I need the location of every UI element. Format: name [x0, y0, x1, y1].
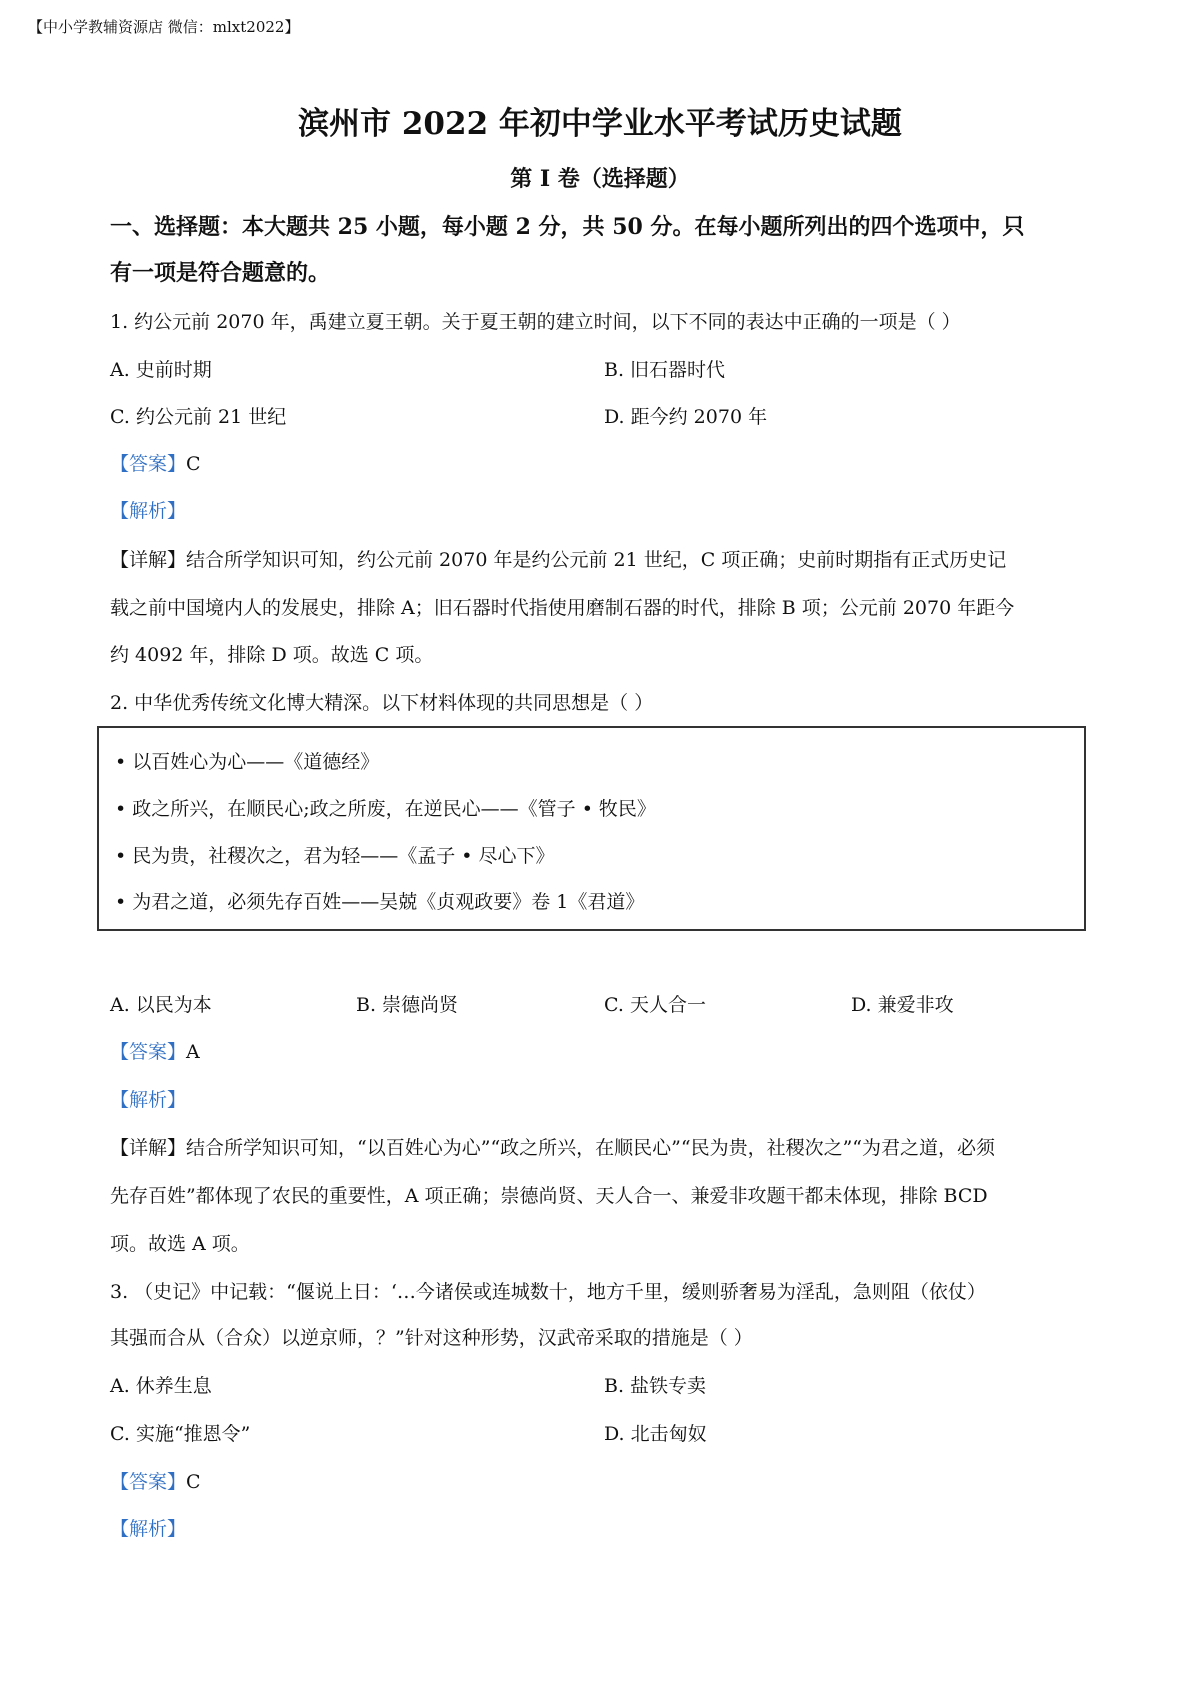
q2-option-c: C. 天人合一: [604, 994, 706, 1016]
q3-option-c: C. 实施“推恩令”: [110, 1423, 251, 1445]
q2-detail-line-3: 项。故选 A 项。: [110, 1233, 250, 1255]
q1-answer-value: C: [186, 453, 201, 475]
q3-answer-value: C: [186, 1471, 201, 1493]
q3-stem-line-2: 其强而合从（合众）以逆京师，？”针对这种形势，汉武帝采取的措施是（ ）: [110, 1327, 753, 1349]
q1-analysis-label: 【解析】: [110, 500, 187, 522]
q1-stem: 1. 约公元前 2070 年，禹建立夏王朝。关于夏王朝的建立时间，以下不同的表达中正确的一项是（ ）: [110, 311, 961, 333]
q2-option-d: D. 兼爱非攻: [851, 994, 954, 1016]
q3-answer: [110, 1469, 201, 1495]
q3-option-b: B. 盐铁专卖: [604, 1375, 707, 1397]
q3-option-d: D. 北击匈奴: [604, 1423, 707, 1445]
q1-option-c: C. 约公元前 21 世纪: [110, 406, 287, 428]
answer-label: 【答案】: [110, 1041, 187, 1063]
page-subtitle: 第 I 卷（选择题）: [510, 166, 690, 192]
q2-material-item: • 为君之道，必须先存百姓——吴兢《贞观政要》卷 1《君道》: [115, 891, 645, 913]
section-heading-line-2: 有一项是符合题意的。: [110, 260, 331, 286]
header-note: 【中小学教辅资源店 微信：mlxt2022】: [28, 18, 300, 36]
q1-option-a: A. 史前时期: [110, 359, 212, 381]
q3-stem-line-1: 3. （史记》中记载：“偃说上日：‘…今诸侯或连城数十，地方千里，缓则骄奢易为淫乱，急则阻（依仗）: [110, 1281, 986, 1303]
q2-material-box: [97, 726, 1086, 931]
detail-label: 【详解】: [110, 1137, 187, 1159]
q1-answer: [110, 451, 201, 477]
answer-label: 【答案】: [110, 1471, 187, 1493]
q3-option-a: A. 休养生息: [110, 1375, 212, 1397]
q1-option-b: B. 旧石器时代: [604, 359, 726, 381]
q2-material-item: • 政之所兴，在顺民心;政之所废，在逆民心——《管子 • 牧民》: [115, 798, 656, 820]
q1-option-d: D. 距今约 2070 年: [604, 406, 768, 428]
q2-material-item: • 民为贵，社稷次之，君为轻——《孟子 • 尽心下》: [115, 845, 555, 867]
section-heading-line-1: 一、选择题：本大题共 25 小题，每小题 2 分，共 50 分。在每小题所列出的四个选项中，只: [110, 214, 1025, 240]
q1-detail-line-3: 约 4092 年，排除 D 项。故选 C 项。: [110, 644, 434, 666]
page-title: 滨州市 2022 年初中学业水平考试历史试题: [298, 106, 902, 142]
q1-detail-text-1: 结合所学知识可知，约公元前 2070 年是约公元前 21 世纪，C 项正确；史前时期指有正式历史记: [186, 549, 1007, 571]
q2-answer: [110, 1039, 200, 1065]
q2-stem: 2. 中华优秀传统文化博大精深。以下材料体现的共同思想是（ ）: [110, 692, 654, 714]
detail-label: 【详解】: [110, 549, 187, 571]
q2-detail-text-1: 结合所学知识可知，“以百姓心为心”“政之所兴，在顺民心”“民为贵，社稷次之”“为君之道，必须: [186, 1137, 996, 1159]
q2-material-item: • 以百姓心为心——《道德经》: [115, 751, 380, 773]
q2-detail-line-1: [110, 1135, 995, 1161]
answer-label: 【答案】: [110, 453, 187, 475]
q2-detail-line-2: 先存百姓”都体现了农民的重要性，A 项正确；崇德尚贤、天人合一、兼爱非攻题干都未体现，排除 BCD: [110, 1185, 988, 1207]
q1-detail-line-1: [110, 547, 1006, 573]
q1-detail-line-2: 载之前中国境内人的发展史，排除 A；旧石器时代指使用磨制石器的时代，排除 B 项；公元前 2070 年距今: [110, 597, 1015, 619]
q3-analysis-label: 【解析】: [110, 1518, 187, 1540]
q2-analysis-label: 【解析】: [110, 1089, 187, 1111]
q2-answer-value: A: [186, 1041, 200, 1063]
q2-option-b: B. 崇德尚贤: [356, 994, 459, 1016]
q2-option-a: A. 以民为本: [110, 994, 212, 1016]
